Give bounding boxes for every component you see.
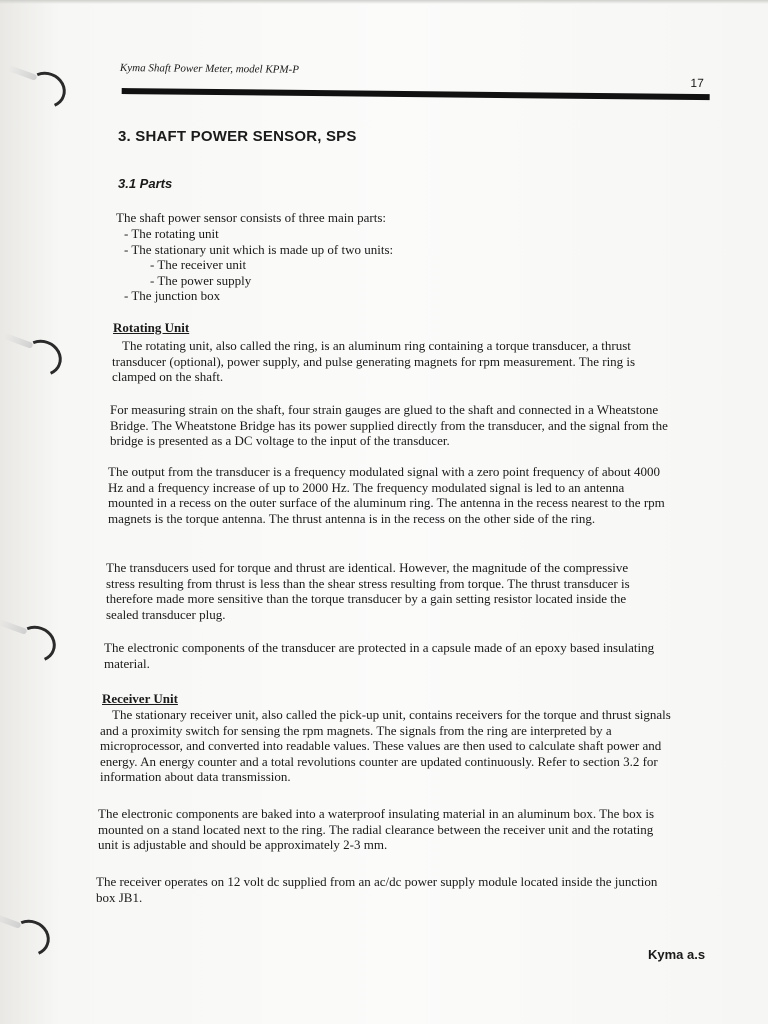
section-title: 3. SHAFT POWER SENSOR, SPS <box>118 128 357 145</box>
running-header <box>120 62 710 94</box>
rotating-unit-paragraph: The output from the transducer is a frequency modulated signal with a zero point frequency of about 4000 Hz and a frequency increase of up to 2000 Hz. The frequency modulated signal is led to an antenna mounted in a recess on the outer surface of the aluminum ring. The antenna in the recess nearest to the rpm magnets is the torque antenna. The thrust antenna is in the recess on the other side of the ring. <box>108 464 665 526</box>
list-item: - The stationary unit which is made up of two units: <box>124 241 394 257</box>
rotating-unit-paragraph: The rotating unit, also called the ring, is an aluminum ring containing a torque transducer, a thrust transducer (optional), power supply, and pulse generating magnets for rpm measurement. The ring is clamped on the shaft. <box>112 338 636 384</box>
receiver-unit-heading: Receiver Unit <box>102 691 178 706</box>
intro-text: The shaft power sensor consists of three main parts: <box>116 210 387 225</box>
company-footer: Kyma a.s <box>648 947 706 962</box>
binder-ring-icon <box>5 914 55 962</box>
list-item: - The power supply <box>150 272 252 288</box>
running-title: Kyma Shaft Power Meter, model KPM-P <box>119 62 300 76</box>
binder-ring-icon <box>17 334 67 382</box>
binder-ring-icon <box>11 620 61 668</box>
header-rule <box>122 88 710 100</box>
rotating-unit-paragraph: The transducers used for torque and thrust are identical. However, the magnitude of the compressive stress resulting from thrust is less than the shear stress resulting from torque. The thrust transducer is therefore made more sensitive than the torque transducer by a gain setting resistor located inside the sealed transducer plug. <box>106 560 630 622</box>
rotating-unit-paragraph: For measuring strain on the shaft, four strain gauges are glued to the shaft and connected in a Wheatstone Bridge. The Wheatstone Bridge has its power supplied directly from the transducer, and the signal from the bridge is presented as a DC voltage to the input of the transducer. <box>110 402 668 448</box>
receiver-unit-paragraph: The electronic components are baked into a waterproof insulating material in an aluminum box. The box is mounted on a stand located next to the ring. The radial clearance between the receiver unit and the rotating unit is adjustable and should be approximately 2-3 mm. <box>98 806 655 852</box>
page-number: 17 <box>690 75 704 91</box>
parts-list <box>116 226 393 304</box>
binder-ring-icon <box>21 66 71 114</box>
receiver-unit-paragraph: The stationary receiver unit, also called the pick-up unit, contains receivers for the torque and thrust signals and a proximity switch for sensing the rpm magnets. The signals from the ring are interpreted by a microprocessor, and converted into readable values. These values are then used to calculate shaft power and energy. An energy counter and a total revolutions counter are updated continuously. Refer to section 3.2 for information about data transmission. <box>100 707 671 784</box>
rotating-unit-paragraph: The electronic components of the transducer are protected in a capsule made of an epoxy based insulating material. <box>104 640 655 671</box>
scan-edge-shadow <box>0 0 768 4</box>
subsection-title: 3.1 Parts <box>118 176 173 191</box>
rotating-unit-heading: Rotating Unit <box>113 320 190 335</box>
list-item: - The receiver unit <box>150 257 247 272</box>
receiver-unit-paragraph: The receiver operates on 12 volt dc supplied from an ac/dc power supply module located inside the junction box JB1. <box>96 874 658 905</box>
list-item: - The junction box <box>124 288 221 303</box>
list-item: - The rotating unit <box>124 226 219 241</box>
